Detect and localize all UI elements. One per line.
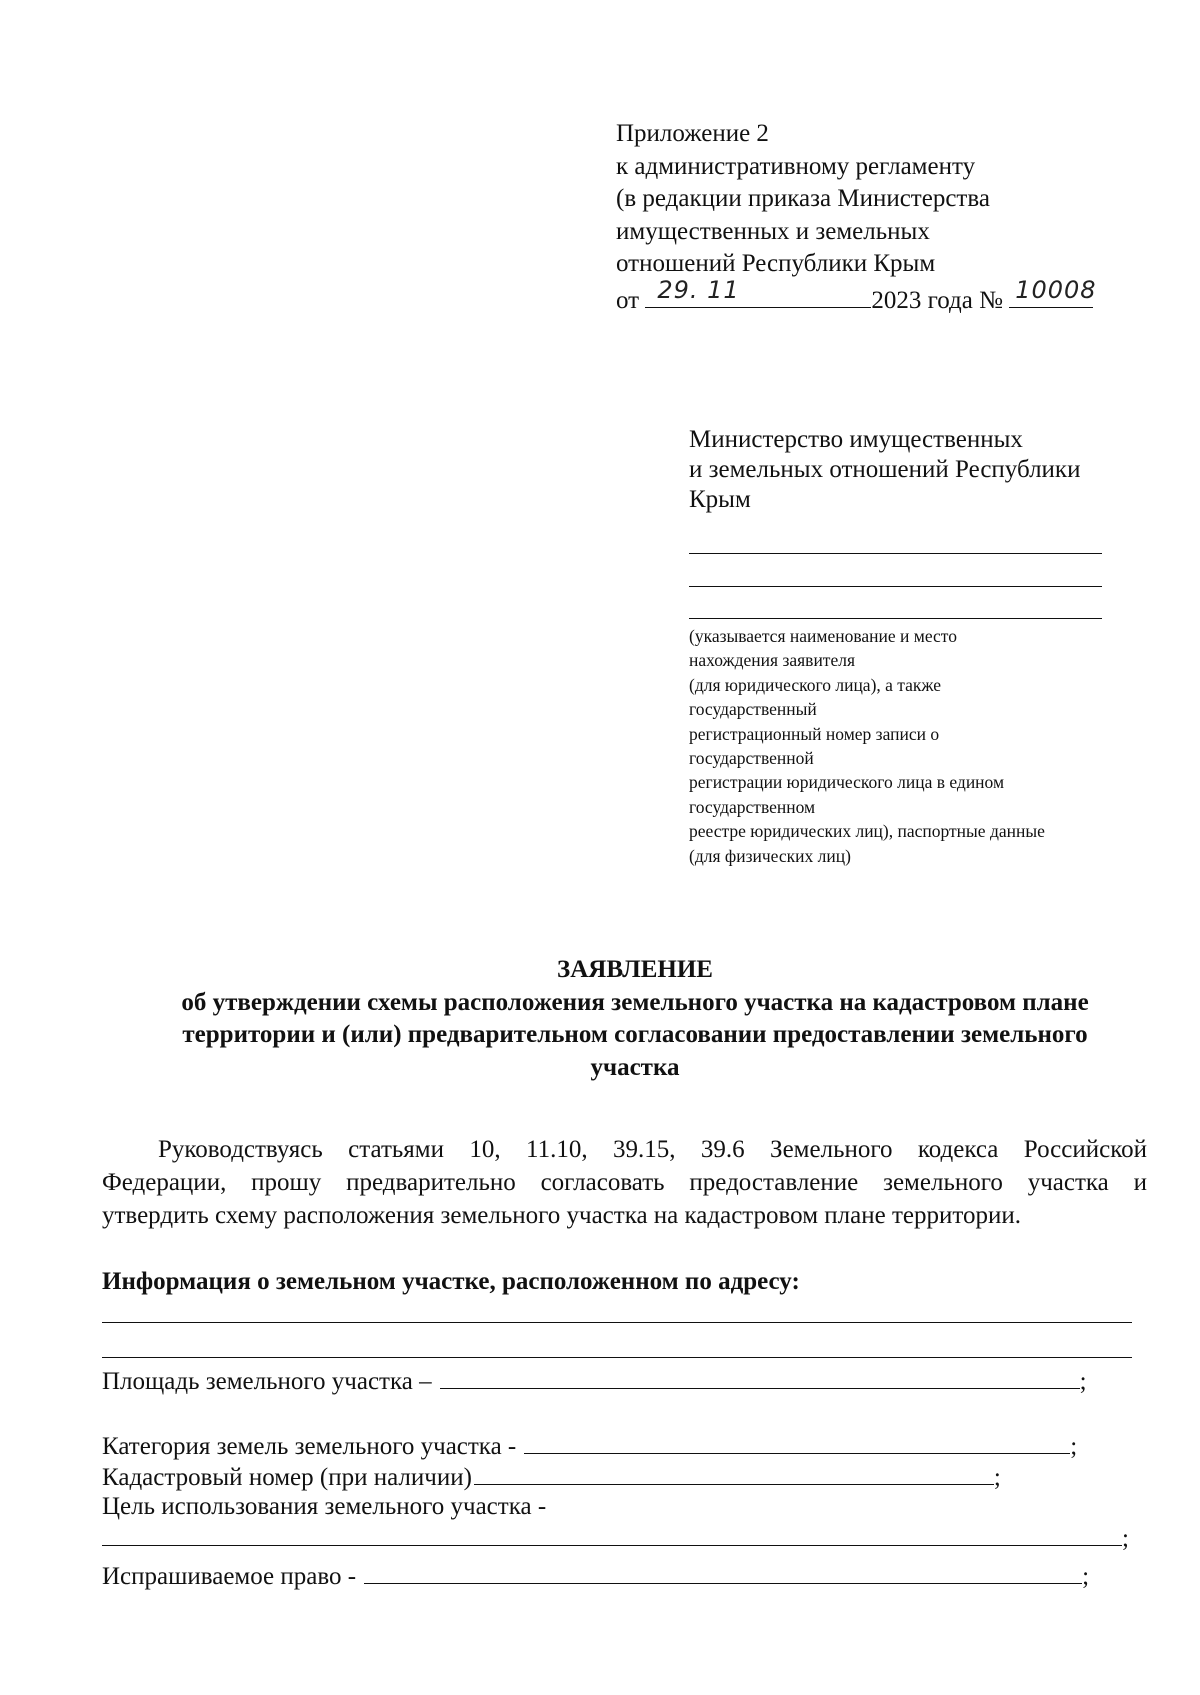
- addressee-block: [689, 425, 1080, 515]
- document-title: [90, 954, 1180, 1084]
- note-line: регистрации юридического лица в едином: [689, 772, 1005, 793]
- body-paragraph: [102, 1133, 1147, 1232]
- address-blank-line[interactable]: [102, 1322, 1132, 1323]
- note-line: реестре юридических лиц), паспортные данные: [689, 821, 1045, 842]
- purpose-blank-row: [102, 1523, 1129, 1553]
- addressee-line: Крым: [689, 486, 751, 513]
- note-line: (для юридического лица), а также: [689, 674, 942, 695]
- purpose-input[interactable]: [102, 1523, 1122, 1546]
- handwritten-date: 29. 11: [657, 276, 740, 304]
- handwritten-number: 10008: [1015, 276, 1097, 304]
- category-input[interactable]: [524, 1431, 1070, 1454]
- applicant-blank-line[interactable]: [689, 586, 1102, 587]
- semicolon: ;: [1079, 1368, 1087, 1395]
- body-line: Руководствуясь статьями 10, 11.10, 39.15, 39.6 Земельного кодекса Российской: [158, 1136, 1147, 1163]
- note-line: (указывается наименование и место: [689, 626, 957, 646]
- title-subtitle-line: об утверждении схемы расположения земельного участка на кадастровом плане: [181, 988, 1089, 1016]
- info-heading: Информация о земельном участке, расположенном по адресу:: [102, 1268, 800, 1295]
- address-blank-line[interactable]: [102, 1357, 1132, 1358]
- right-label: Испрашиваемое право -: [102, 1563, 357, 1590]
- appendix-date-line: [616, 276, 1097, 318]
- applicant-blank-line[interactable]: [689, 553, 1102, 554]
- addressee-line: и земельных отношений Республики: [689, 456, 1081, 483]
- appendix-line: Приложение 2: [616, 120, 769, 147]
- purpose-field: [102, 1493, 546, 1521]
- cadastral-field: [102, 1462, 1001, 1492]
- note-line: (для физических лиц): [689, 845, 851, 866]
- area-label: Площадь земельного участка –: [102, 1368, 432, 1395]
- note-line: нахождения заявителя: [689, 650, 856, 671]
- from-label: от: [616, 286, 640, 314]
- date-field[interactable]: [645, 276, 871, 308]
- cadastral-label: Кадастровый номер (при наличии): [102, 1464, 472, 1491]
- appendix-line: имущественных и земельных: [616, 217, 930, 245]
- area-field: [102, 1366, 1087, 1396]
- semicolon: ;: [993, 1464, 1001, 1491]
- semicolon: ;: [1082, 1563, 1090, 1590]
- category-label: Категория земель земельного участка -: [102, 1433, 517, 1460]
- semicolon: ;: [1122, 1525, 1129, 1552]
- right-field: [102, 1561, 1089, 1591]
- right-input[interactable]: [364, 1561, 1082, 1584]
- semicolon: ;: [1070, 1433, 1078, 1460]
- note-line: государственный: [689, 699, 817, 720]
- note-line: государственной: [689, 748, 814, 769]
- area-input[interactable]: [440, 1366, 1080, 1389]
- title-subtitle-line: участка: [590, 1053, 680, 1081]
- title-subtitle-line: территории и (или) предварительном согласовании предоставлении земельного: [182, 1021, 1088, 1048]
- appendix-header: [616, 118, 1097, 317]
- purpose-label: Цель использования земельного участка -: [102, 1493, 547, 1520]
- appendix-line: отношений Республики Крым: [616, 250, 936, 277]
- applicant-blank-line[interactable]: [689, 618, 1102, 619]
- appendix-line: к административному регламенту: [616, 152, 976, 180]
- cadastral-input[interactable]: [474, 1462, 994, 1485]
- year-label: 2023 года №: [871, 286, 1003, 314]
- addressee-line: Министерство имущественных: [689, 426, 1023, 453]
- applicant-note: [689, 624, 1045, 868]
- body-line: Федерации, прошу предварительно согласовать предоставление земельного участка и: [102, 1169, 1147, 1196]
- note-line: регистрационный номер записи о: [689, 723, 940, 744]
- appendix-line: (в редакции приказа Министерства: [616, 185, 990, 212]
- category-field: [102, 1431, 1077, 1461]
- body-line: утвердить схему расположения земельного участка на кадастровом плане территории.: [102, 1202, 1021, 1229]
- note-line: государственном: [689, 796, 816, 817]
- title-heading: ЗАЯВЛЕНИЕ: [557, 956, 713, 983]
- order-number-field[interactable]: [1009, 276, 1097, 308]
